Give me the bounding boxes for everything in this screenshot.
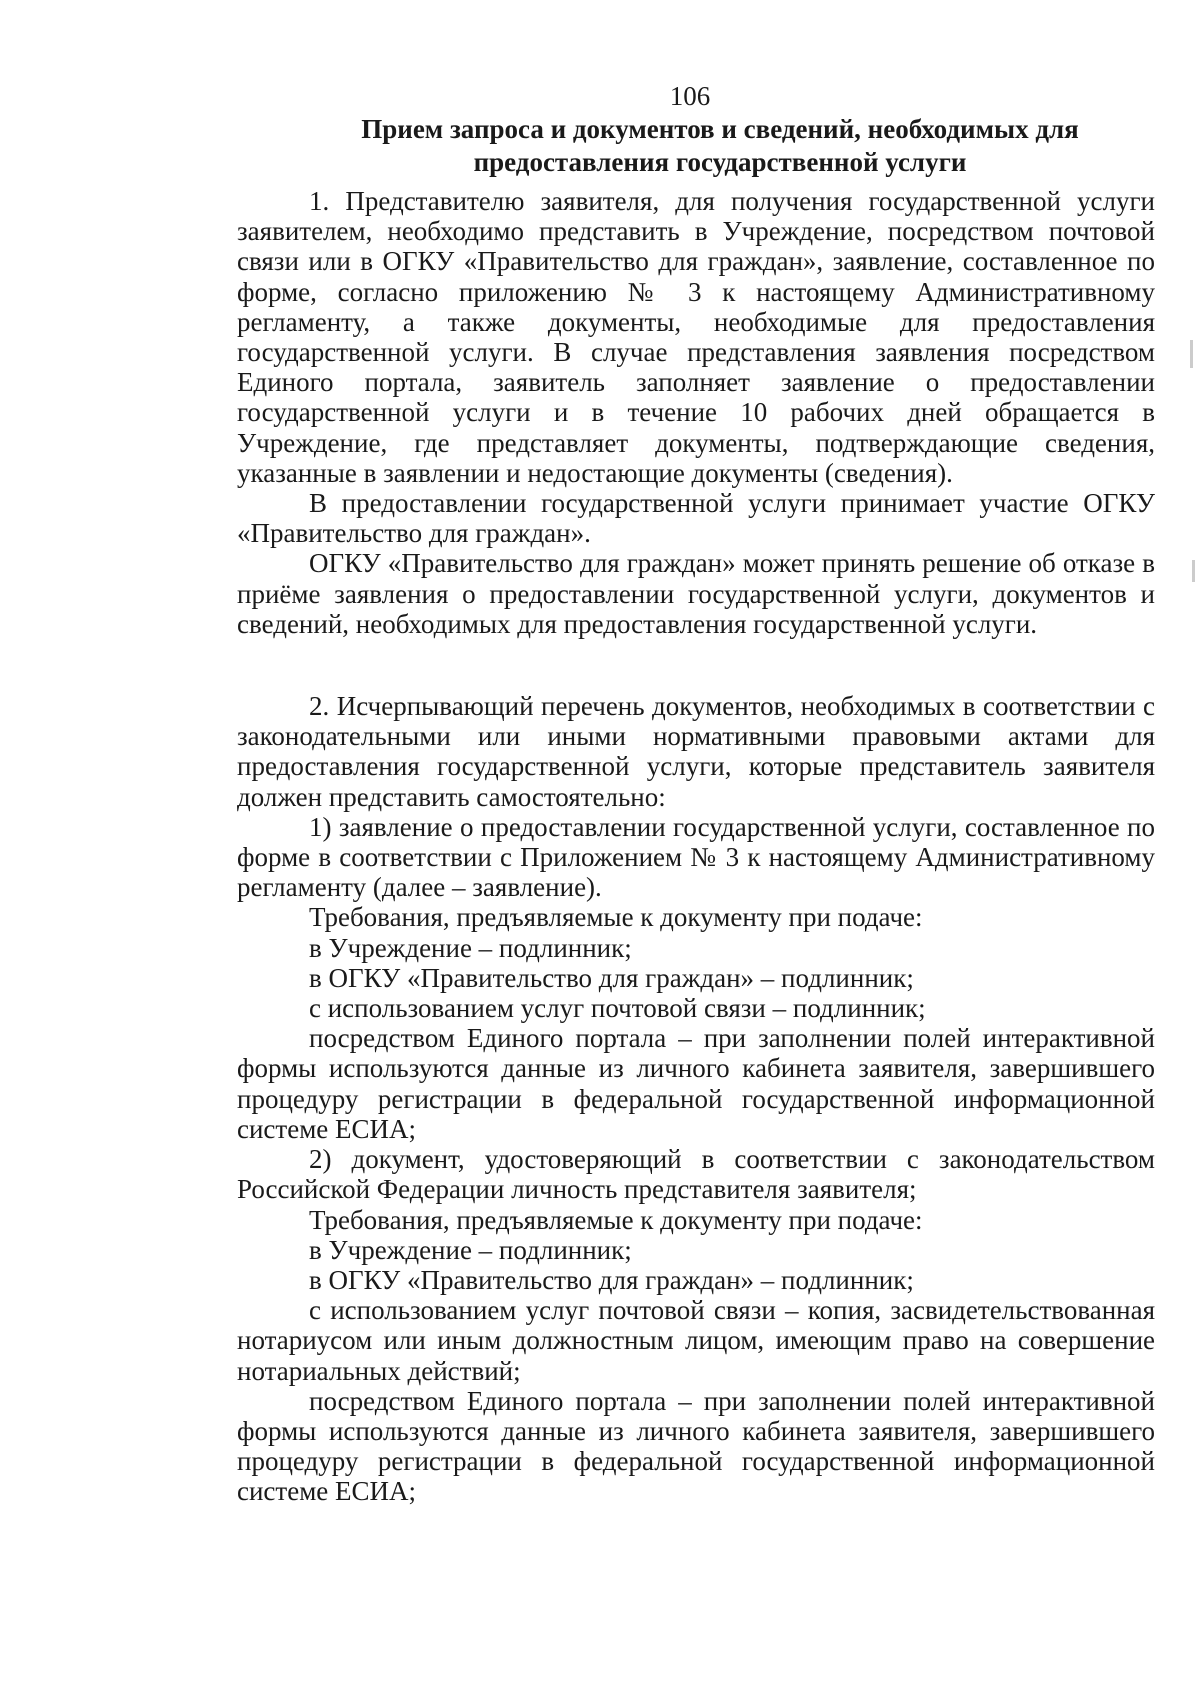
scan-edge-mark <box>1190 340 1193 368</box>
requirement-portal-2: посредством Единого портала – при заполнении полей интерактивной формы используются данные из личного кабинета заявителя, завершившего процедуру регистрации в федеральной государственной информационной системе ЕСИА; <box>237 1385 1155 1507</box>
requirement-institution-1: в Учреждение – подлинник; <box>309 932 632 963</box>
requirement-ogku-1: в ОГКУ «Правительство для граждан» – подлинник; <box>309 962 914 993</box>
document-body <box>237 186 1155 1507</box>
section-heading-line-1: Прием запроса и документов и сведений, необходимых для <box>361 114 1079 144</box>
paragraph-ogku-refusal: ОГКУ «Правительство для граждан» может принять решение об отказе в приёме заявления о предоставлении государственной услуги, документов и сведений, необходимых для предоставления государственной услуги. <box>237 548 1155 639</box>
requirement-post-2: с использованием услуг почтовой связи – копия, засвидетельствованная нотариусом или иным должностным лицом, имеющим право на совершение нотариальных действий; <box>237 1295 1155 1386</box>
requirements-heading-2: Требования, предъявляемые к документу при подаче: <box>309 1204 923 1235</box>
list-item-2-identity-document: 2) документ, удостоверяющий в соответствии с законодательством Российской Федерации личность представителя заявителя; <box>237 1144 1155 1205</box>
paragraph-1-submission: 1. Представителю заявителя, для получения государственной услуги заявителем, необходимо представить в Учреждение, посредством почтовой связи или в ОГКУ «Правительство для граждан», заявление, составленное по форме, согласно приложению № 3 к настоящему Административному регламенту, а также документы, необходимые для предоставления государственной услуги. В случае представления заявления посредством Единого портала, заявитель заполняет заявление о предоставлении государственной услуги и в течение 10 рабочих дней обращается в Учреждение, где представляет документы, подтверждающие сведения, указанные в заявлении и недостающие документы (сведения). <box>237 186 1155 488</box>
requirements-heading-1: Требования, предъявляемые к документу при подаче: <box>309 902 923 933</box>
requirement-ogku-2: в ОГКУ «Правительство для граждан» – подлинник; <box>309 1264 914 1295</box>
section-heading-line-2: предоставления государственной услуги <box>473 147 967 177</box>
page-number: 106 <box>669 81 711 111</box>
requirement-portal-1: посредством Единого портала – при заполнении полей интерактивной формы используются данные из личного кабинета заявителя, завершившего процедуру регистрации в федеральной государственной информационной системе ЕСИА; <box>237 1023 1155 1144</box>
paragraph-2-document-list: 2. Исчерпывающий перечень документов, необходимых в соответствии с законодательными или иными нормативными правовыми актами для предоставления государственной услуги, которые представитель заявителя должен представить самостоятельно: <box>237 691 1155 812</box>
list-item-1-application: 1) заявление о предоставлении государственной услуги, составленное по форме в соответствии с Приложением № 3 к настоящему Административному регламенту (далее – заявление). <box>237 811 1155 903</box>
requirement-institution-2: в Учреждение – подлинник; <box>309 1234 632 1265</box>
paragraph-ogku-participation: В предоставлении государственной услуги принимает участие ОГКУ «Правительство для граждан». <box>237 488 1155 549</box>
requirement-post-1: с использованием услуг почтовой связи – подлинник; <box>309 993 926 1024</box>
scan-edge-mark <box>1192 560 1195 582</box>
